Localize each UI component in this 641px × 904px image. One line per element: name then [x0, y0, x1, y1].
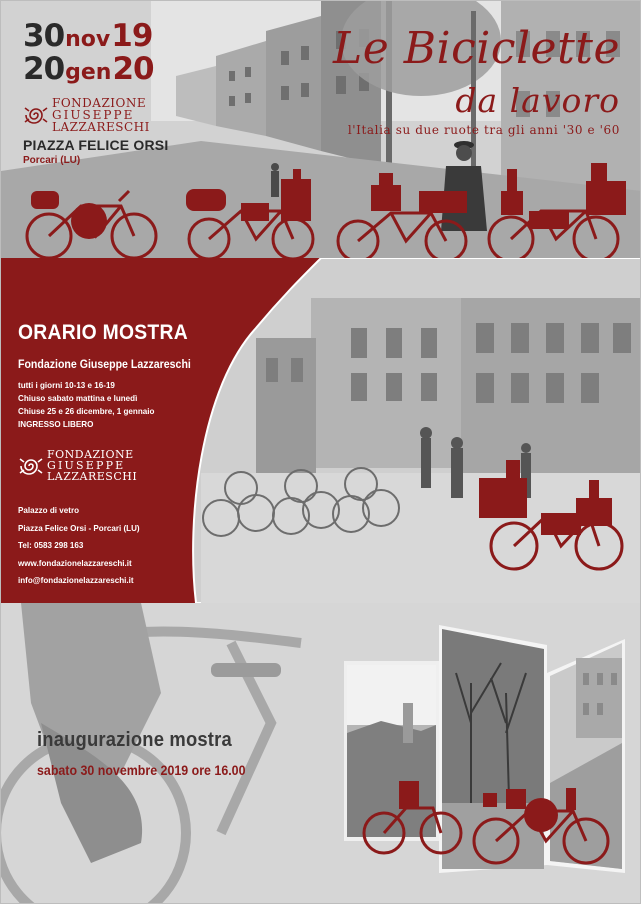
work-bicycles-silhouettes — [1, 151, 641, 258]
logo-line-2: GIUSEPPE — [52, 108, 135, 122]
end-year: 20 — [112, 51, 154, 87]
poster-subtitle: l'Italia su due ruote tra gli anni '30 e '60 — [347, 123, 620, 137]
logo-line-1: FONDAZIONE — [47, 448, 134, 461]
closure-line: Chiuso sabato mattina e lunedì — [18, 393, 138, 403]
free-entry-line: INGRESSO LIBERO — [18, 419, 94, 429]
start-day: 30 — [23, 18, 65, 54]
start-year: 19 — [111, 18, 153, 54]
start-date — [23, 18, 154, 54]
contact-address: Piazza Felice Orsi - Porcari (LU) — [18, 522, 140, 533]
foundation-logo — [18, 449, 137, 482]
venue-town: Porcari (LU) — [23, 155, 81, 166]
contact-phone: Tel: 0583 298 163 — [18, 540, 84, 550]
poster-title-line-2: da lavoro — [455, 81, 620, 120]
inauguration-band — [1, 603, 641, 904]
spiral-logo-icon — [23, 102, 49, 128]
opening-hours-heading: ORARIO MOSTRA — [18, 321, 188, 344]
contact-building: Palazzo di vetro — [18, 505, 80, 515]
end-date — [23, 51, 154, 87]
opening-hours-info — [18, 321, 218, 431]
header-band — [1, 1, 641, 258]
contact-info — [18, 502, 146, 590]
holiday-closure-line: Chiuse 25 e 26 dicembre, 1 gennaio — [18, 406, 155, 416]
opening-hours-venue: Fondazione Giuseppe Lazzareschi — [18, 359, 191, 371]
hours-line: tutti i giorni 10-13 e 16-19 — [18, 380, 115, 390]
venue-name: PIAZZA FELICE ORSI — [23, 137, 169, 153]
end-month: gen — [65, 60, 112, 85]
contact-website: www.fondazionelazzareschi.it — [18, 557, 132, 568]
date-range — [23, 18, 154, 87]
logo-line-2: GIUSEPPE — [47, 459, 126, 472]
inauguration-date: sabato 30 novembre 2019 ore 16.00 — [37, 763, 246, 778]
start-month: nov — [65, 27, 111, 52]
contact-email: info@fondazionelazzareschi.it — [18, 575, 134, 585]
logo-line-3: LAZZARESCHI — [47, 470, 138, 483]
foundation-logo-text — [47, 449, 137, 482]
end-day: 20 — [23, 51, 65, 87]
cyclist-photo — [1, 603, 641, 904]
opening-hours-band — [1, 258, 641, 603]
logo-line-3: LAZZARESCHI — [52, 120, 150, 134]
inauguration-title: inaugurazione mostra — [37, 729, 232, 751]
poster-title-line-1: Le Biciclette — [332, 23, 620, 74]
spiral-logo-icon — [18, 453, 44, 479]
logo-line-1: FONDAZIONE — [52, 96, 147, 110]
organizer-logo — [23, 97, 150, 133]
organizer-logo-text — [52, 97, 150, 133]
